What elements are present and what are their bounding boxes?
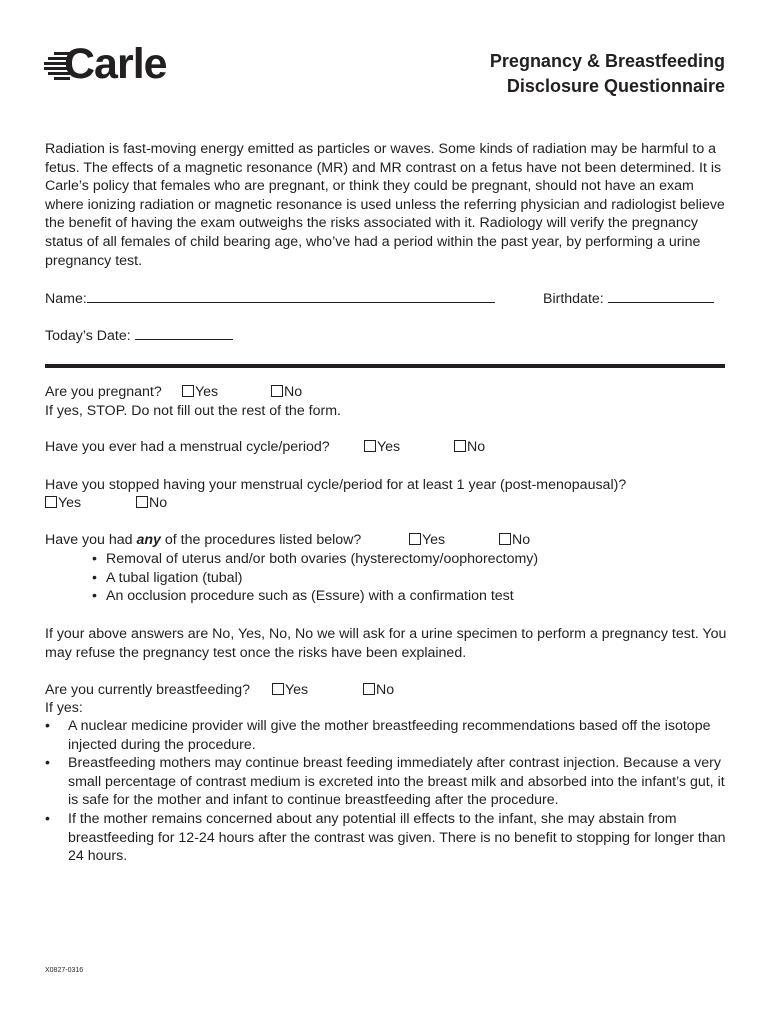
- question-pregnant: [45, 383, 162, 402]
- pregnant-yes-label: Yes: [195, 384, 219, 400]
- todays-date-input[interactable]: [135, 327, 233, 340]
- name-label: Name:: [45, 291, 87, 307]
- list-item: • Removal of uterus and/or both ovaries (hysterectomy/oophorectomy): [92, 550, 538, 569]
- question-pregnant-text: Are you pregnant?: [45, 384, 162, 400]
- procedures-no-option[interactable]: [499, 531, 530, 550]
- form-code: X0827-0316: [45, 967, 84, 974]
- question-menstrual-cycle: Have you ever had a menstrual cycle/period?: [45, 439, 330, 455]
- page-title: [490, 49, 725, 99]
- list-item: • A tubal ligation (tubal): [92, 569, 538, 588]
- todays-date-label: Today’s Date:: [45, 328, 131, 344]
- procedures-yes-checkbox[interactable]: [409, 533, 421, 545]
- menstrual-no-option[interactable]: [454, 438, 485, 457]
- procedures-no-checkbox[interactable]: [499, 533, 511, 545]
- procedures-list: [92, 550, 538, 606]
- pregnant-no-label: No: [284, 384, 303, 400]
- procedures-yes-label: Yes: [422, 532, 446, 548]
- question-procedures: [45, 531, 361, 550]
- menopausal-yes-label: Yes: [58, 495, 82, 511]
- breastfeeding-list: [45, 717, 729, 866]
- birthdate-field: [543, 290, 714, 309]
- list-item: • A nuclear medicine provider will give the mother breastfeeding recommendations based off the isotope injected during the procedure.: [45, 717, 729, 754]
- menstrual-no-checkbox[interactable]: [454, 440, 466, 452]
- pregnant-no-checkbox[interactable]: [271, 385, 283, 397]
- pregnant-stop-note: If yes, STOP. Do not fill out the rest of the form.: [45, 403, 341, 419]
- menopausal-no-label: No: [149, 495, 168, 511]
- title-line-2: Disclosure Questionnaire: [506, 76, 725, 96]
- urine-test-note: If your above answers are No, Yes, No, No we will ask for a urine specimen to perform a pregnancy test. You may refuse the pregnancy test once the risks have been explained.: [45, 626, 727, 661]
- breastfeeding-yes-checkbox[interactable]: [272, 683, 284, 695]
- breastfeeding-if-yes: If yes:: [45, 700, 83, 716]
- name-field: [45, 290, 495, 309]
- todays-date-field: [45, 327, 233, 346]
- menstrual-yes-checkbox[interactable]: [364, 440, 376, 452]
- breastfeeding-no-label: No: [376, 682, 395, 698]
- menstrual-yes-option[interactable]: [364, 438, 400, 457]
- procedures-question-emphasis: any: [136, 532, 161, 548]
- section-divider: [45, 364, 725, 368]
- procedures-question-suffix: of the procedures listed below?: [160, 532, 362, 548]
- name-input[interactable]: [87, 290, 495, 303]
- menopausal-no-checkbox[interactable]: [136, 496, 148, 508]
- list-item: • An occlusion procedure such as (Essure) with a confirmation test: [92, 587, 538, 606]
- menstrual-yes-label: Yes: [377, 439, 401, 455]
- pregnant-no-option[interactable]: [271, 383, 302, 402]
- menopausal-no-option[interactable]: [136, 494, 167, 513]
- intro-paragraph: Radiation is fast-moving energy emitted as particles or waves. Some kinds of radiation may be harmful to a fetus. The effects of a magnetic resonance (MR) and MR contrast on a fetus have not been determined. It is Carle’s policy that females who are pregnant, or think they could be pregnant, should not have an exam where ionizing radiation or magnetic resonance is used unless the referring physician and radiologist believe the benefit of having the exam outweighs the risks associated with it. Radiology will verify the pregnancy status of all females of child bearing age, who’ve had a period within the past year, by performing a urine pregnancy test.: [45, 141, 725, 269]
- procedures-no-label: No: [512, 532, 531, 548]
- birthdate-input[interactable]: [608, 290, 714, 303]
- breastfeeding-yes-label: Yes: [285, 682, 309, 698]
- birthdate-label: Birthdate:: [543, 291, 604, 307]
- breastfeeding-no-option[interactable]: [363, 681, 394, 700]
- breastfeeding-no-checkbox[interactable]: [363, 683, 375, 695]
- pregnant-yes-checkbox[interactable]: [182, 385, 194, 397]
- breastfeeding-yes-option[interactable]: [272, 681, 308, 700]
- logo-text: Carle: [64, 40, 167, 88]
- carle-logo: [44, 40, 190, 90]
- question-breastfeeding: Are you currently breastfeeding?: [45, 682, 251, 698]
- question-post-menopausal: Have you stopped having your menstrual cycle/period for at least 1 year (post-menopausal)?: [45, 477, 627, 493]
- procedures-question-prefix: Have you had: [45, 532, 137, 548]
- list-item: • Breastfeeding mothers may continue breast feeding immediately after contrast injection. Because a very small percentage of contrast medium is excreted into the breast milk and absorbed into the infant’s gut, it is safe for the mother and infant to continue breastfeeding after the procedure.: [45, 754, 729, 810]
- title-line-1: Pregnancy & Breastfeeding: [489, 51, 725, 71]
- list-item: • If the mother remains concerned about any potential ill effects to the infant, she may abstain from breastfeeding for 12-24 hours after the contrast was given. There is no benefit to stopping for longer than 24 hours.: [45, 810, 729, 866]
- menstrual-no-label: No: [467, 439, 486, 455]
- pregnant-yes-option[interactable]: [182, 383, 218, 402]
- procedures-yes-option[interactable]: [409, 531, 445, 550]
- menopausal-yes-checkbox[interactable]: [45, 496, 57, 508]
- menopausal-yes-option[interactable]: [45, 494, 81, 513]
